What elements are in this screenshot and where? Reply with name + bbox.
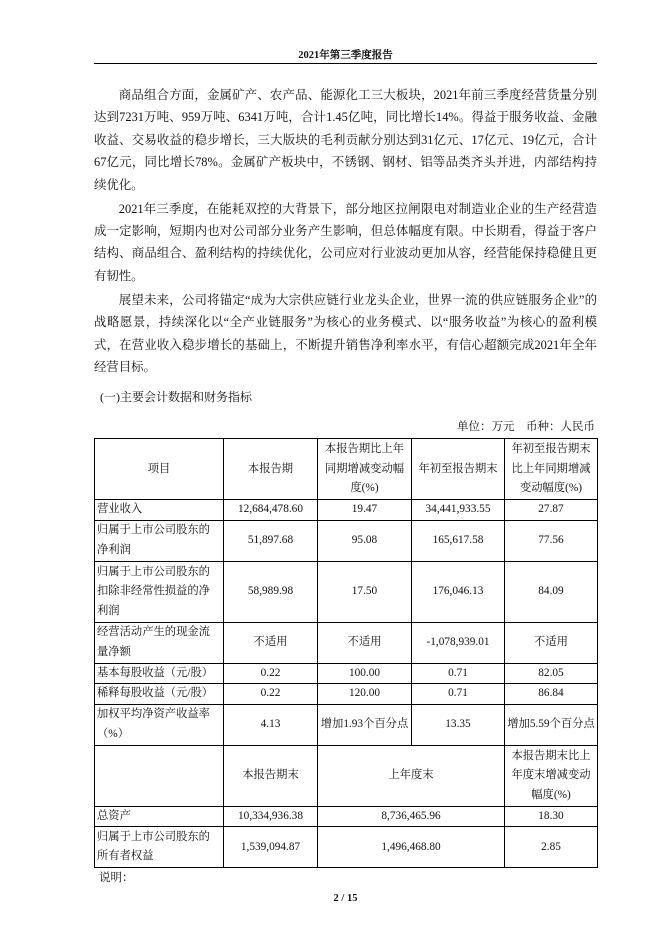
table-row	[95, 500, 598, 521]
table-cell: 84.09	[505, 561, 598, 622]
table-cell: 176,046.13	[412, 561, 505, 622]
table-cell: 77.56	[505, 520, 598, 561]
table-cell: 19.47	[318, 500, 412, 521]
row-label: 营业收入	[95, 500, 224, 521]
table-cell: 51,897.68	[224, 520, 318, 561]
section-title: (一)主要会计数据和财务指标	[100, 390, 252, 405]
table-header-row	[95, 439, 598, 500]
header-divider	[94, 63, 597, 64]
table-cell: 增加1.93个百分点	[318, 704, 412, 745]
table-row	[95, 520, 598, 561]
table-cell: 增加5.59个百分点	[505, 704, 598, 745]
column-header: 本报告期末	[224, 745, 318, 806]
column-header: 本报告期比上年同期增减变动幅度(%)	[318, 439, 412, 500]
column-header: 本报告期末比上年度末增减变动幅度(%)	[505, 745, 598, 806]
table-cell: 4.13	[224, 704, 318, 745]
column-header: 上年度末	[318, 745, 505, 806]
table-cell: 1,539,094.87	[224, 827, 318, 868]
table-cell: 0.71	[412, 663, 505, 684]
table-cell: 165,617.58	[412, 520, 505, 561]
table-cell: 27.87	[505, 500, 598, 521]
table-cell: -1,078,939.01	[412, 622, 505, 663]
row-label: 基本每股收益（元/股）	[95, 663, 224, 684]
table-cell: 不适用	[318, 622, 412, 663]
row-label: 稀释每股收益（元/股）	[95, 684, 224, 705]
table-row	[95, 827, 598, 868]
paragraph: 展望未来，公司将锚定“成为大宗供应链行业龙头企业，世界一流的供应链服务企业”的战略愿景，持续深化以“全产业链服务”为核心的业务模式、以“服务收益”为核心的盈利模式，在营业收入稳步增长的基础上，不断提升销售净利率水平，有信心超额完成2021年全年经营目标。	[94, 292, 597, 375]
row-label: 归属于上市公司股东的净利润	[95, 520, 224, 561]
table-cell: 86.84	[505, 684, 598, 705]
table-row	[95, 806, 598, 827]
row-label: 经营活动产生的现金流量净额	[95, 622, 224, 663]
table-cell: 1,496,468.80	[318, 827, 505, 868]
table-cell: 13.35	[412, 704, 505, 745]
table-row	[95, 663, 598, 684]
table-row	[95, 622, 598, 663]
table-cell: 10,334,936.38	[224, 806, 318, 827]
table-cell: 0.22	[224, 663, 318, 684]
body-text	[94, 84, 597, 378]
paragraph: 商品组合方面，金属矿产、农产品、能源化工三大板块，2021年前三季度经营货量分别达到7231万吨、959万吨、6341万吨，合计1.45亿吨，同比增长14%。得益于服务收益、金融收益、交易收益的稳步增长，三大版块的毛利贡献分别达到31亿元、17亿元、19亿元，合计67亿元，同比增长78%。金属矿产板块中，不锈钢、钢材、铝等品类齐头并进，内部结构持续优化。	[94, 88, 597, 192]
column-header: 本报告期	[224, 439, 318, 500]
column-header: 年初至报告期末	[412, 439, 505, 500]
unit-currency-line: 单位：万元 币种：人民币	[457, 421, 595, 434]
table-cell: 120.00	[318, 684, 412, 705]
column-header: 项目	[95, 439, 224, 500]
row-label: 总资产	[95, 806, 224, 827]
table-cell: 18.30	[505, 806, 598, 827]
table-cell: 17.50	[318, 561, 412, 622]
table-cell: 58,989.98	[224, 561, 318, 622]
table-row	[95, 704, 598, 745]
table-cell: 2.85	[505, 827, 598, 868]
column-header	[95, 745, 224, 806]
table-cell: 0.22	[224, 684, 318, 705]
table-row	[95, 684, 598, 705]
table-cell: 0.71	[412, 684, 505, 705]
table-header-row-2	[95, 745, 598, 806]
table-cell: 100.00	[318, 663, 412, 684]
table-cell: 34,441,933.55	[412, 500, 505, 521]
table-cell: 不适用	[505, 622, 598, 663]
row-label: 归属于上市公司股东的所有者权益	[95, 827, 224, 868]
table-cell: 12,684,478.60	[224, 500, 318, 521]
row-label: 加权平均净资产收益率（%）	[95, 704, 224, 745]
table-cell: 95.08	[318, 520, 412, 561]
table-cell: 不适用	[224, 622, 318, 663]
table-row	[95, 561, 598, 622]
note-label: 说明：	[99, 872, 134, 885]
column-header: 年初至报告期末比上年同期增减变动幅度(%)	[505, 439, 598, 500]
table-cell: 8,736,465.96	[318, 806, 505, 827]
page-header-title: 2021年第三季度报告	[298, 50, 393, 61]
table-cell: 82.05	[505, 663, 598, 684]
financial-data-table	[94, 438, 598, 868]
page-number: 2 / 15	[333, 893, 358, 905]
row-label: 归属于上市公司股东的扣除非经常性损益的净利润	[95, 561, 224, 622]
paragraph: 2021年三季度，在能耗双控的大背景下，部分地区拉闸限电对制造业企业的生产经营造成一定影响，短期内也对公司部分业务产生影响，但总体幅度有限。中长期看，得益于客户结构、商品组合、盈利结构的持续优化，公司应对行业波动更加从容，经营能保持稳健且更有韧性。	[94, 201, 597, 283]
